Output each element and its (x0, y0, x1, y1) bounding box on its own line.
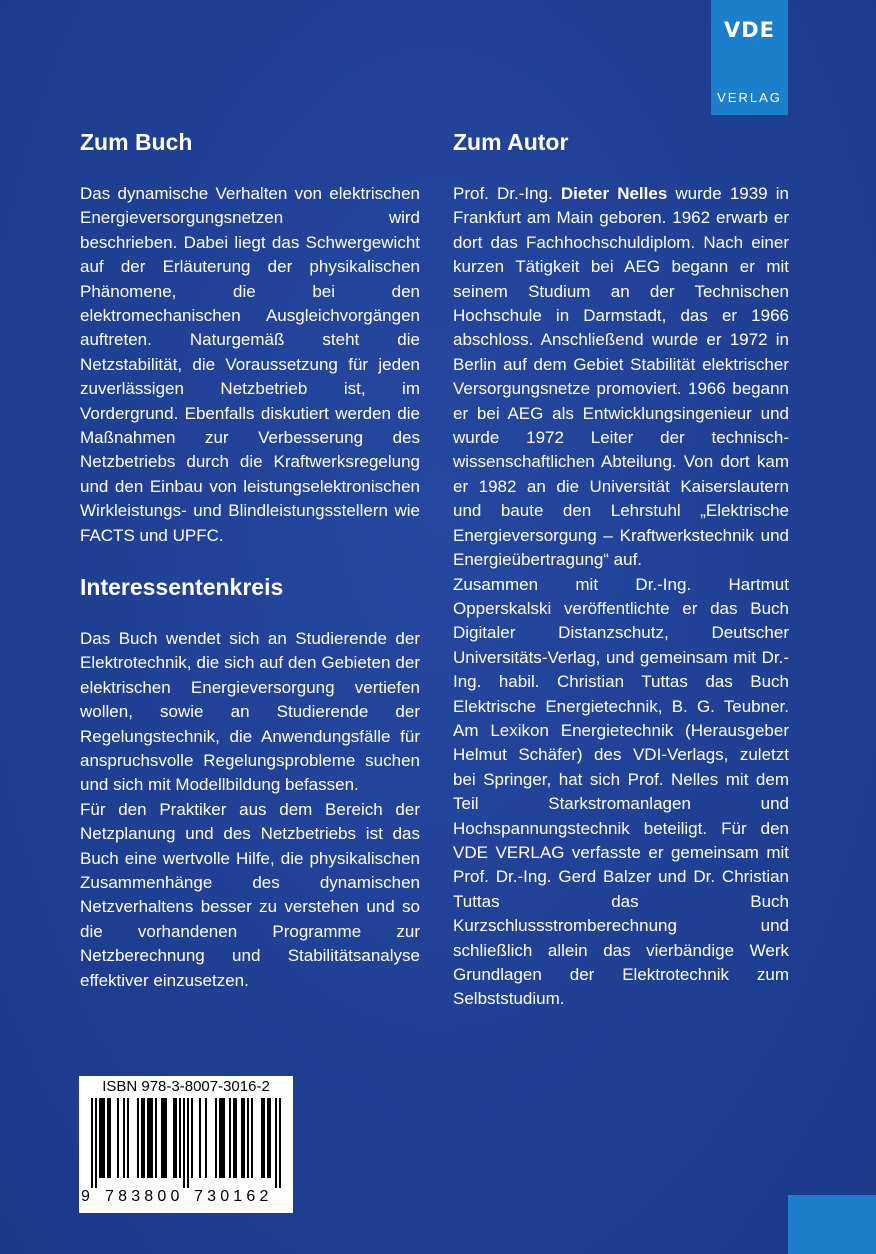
barcode-bar (103, 1098, 105, 1178)
barcode-bar (235, 1098, 237, 1178)
audience-heading: Interessentenkreis (80, 574, 284, 600)
audience-text-1: Das Buch wendet sich an Studierende der Elektrotechnik, die sich auf den Gebieten der elektrischen Energieversorgung vertiefen wollen, sowie an Studierende der Regelungstechnik, die Anwendungsfälle für anspruchsvolle Regelungsprobleme suchen und sich mit Modellbildung befassen. (80, 629, 420, 795)
audience-description (80, 627, 420, 993)
barcode-bar (163, 1098, 165, 1178)
barcode-bar (137, 1098, 139, 1178)
barcode-bar (149, 1098, 151, 1178)
barcode-bar (191, 1098, 193, 1178)
barcode-bar (263, 1098, 265, 1178)
barcode-bar (141, 1098, 143, 1178)
barcode-bar (243, 1098, 245, 1178)
barcode-bars (89, 1098, 283, 1194)
barcode-bar (267, 1098, 269, 1178)
barcode-bar (127, 1098, 129, 1178)
barcode-bar (261, 1098, 263, 1178)
barcode-bar (199, 1098, 201, 1178)
barcode-bar (269, 1098, 271, 1178)
barcode-bar (161, 1098, 163, 1178)
barcode-bar (221, 1098, 223, 1178)
publisher-logo (711, 0, 788, 115)
audience-text-2: Für den Praktiker aus dem Bereich der Netzplanung und des Netzbetriebs ist das Buch eine wertvolle Hilfe, die physikalischen Zusammenhänge des dynamischen Netzverhaltens besser zu verstehen und so die vorhandenen Programme zur Netzberechnung und Stabilitätsanalyse effektiver einzusetzen. (80, 799, 420, 990)
barcode-bar (183, 1098, 185, 1188)
barcode-bar (109, 1098, 111, 1178)
barcode-bar (175, 1098, 177, 1178)
book-heading: Zum Buch (80, 129, 193, 155)
barcode-bar (229, 1098, 231, 1178)
author-title-prefix: Prof. Dr.-Ing. (453, 184, 553, 203)
barcode-bar (155, 1098, 157, 1178)
logo-verlag-text: VERLAG (717, 90, 782, 105)
author-bio-paragraph-1 (453, 182, 789, 573)
ean-right-group: 730162 (194, 1188, 273, 1205)
barcode-bar (91, 1098, 93, 1188)
book-description (80, 182, 420, 548)
barcode-bar (95, 1098, 97, 1188)
barcode-bar (275, 1098, 277, 1188)
author-bio (453, 182, 789, 1012)
author-bio-text-1: wurde 1939 in Frankfurt am Main geboren. 1962 erwarb er dort das Fachhochschuldiplom. Nach einer kurzen Tätigkeit bei AEG begann er mit seinem Studium an der Technischen Hochschule in Darmstadt, das er 1966 abschloss. Anschließend wurde er 1972 in Berlin auf dem Gebiet Stabilität elektrischer Versorgungsnetze promoviert. 1966 begann er bei AEG als Entwicklungsingenieur und wurde 1972 Leiter der technisch-wissenschaftlichen Abteilung. Von dort kam er 1982 an die Universität Kaiserslautern und baute den Lehrstuhl „Elektrische Energieversorgung – Kraftwerkstechnik und Energieübertragung“ auf. (453, 184, 789, 570)
ean-first-digit: 9 (81, 1188, 90, 1205)
barcode-bar (151, 1098, 153, 1178)
isbn-barcode (79, 1076, 293, 1213)
barcode-bar (223, 1098, 225, 1178)
barcode-bar (215, 1098, 217, 1178)
barcode-bar (117, 1098, 119, 1178)
barcode-bar (107, 1098, 109, 1178)
barcode-bar (101, 1098, 103, 1178)
book-description-text: Das dynamische Verhalten von elektrischen Energieversorgungsnetzen wird beschrieben. Dabei liegt das Schwergewicht auf der Erläuterung der physikalischen Phänomene, die bei den elektromechanischen Ausgleichvorgängen auftreten. Naturgemäß steht die Netzstabilität, die Voraussetzung für jeden zuverlässigen Netzbetrieb ist, im Vordergrund. Ebenfalls diskutiert werden die Maßnahmen zur Verbesserung des Netzbetriebs durch die Kraftwerksregelung und den Einbau von leistungselektronischen Wirkleistungs- und Blindleistungsstellern wie FACTS und UPFC. (80, 184, 420, 545)
barcode-bar (165, 1098, 167, 1178)
corner-accent (788, 1195, 876, 1254)
barcode-bar (241, 1098, 243, 1178)
barcode-bar (179, 1098, 181, 1178)
barcode-bar (173, 1098, 175, 1178)
author-bio-text-2: Zusammen mit Dr.-Ing. Hartmut Opperskalski veröffentlichte er das Buch Digitaler Distanzschutz, Deutscher Universitäts-Verlag, und gemeinsam mit Dr.-Ing. habil. Christian Tuttas das Buch Elektrische Energietechnik, B. G. Teubner. Am Lexikon Energietechnik (Herausgeber Helmut Schäfer) des VDI-Verlags, zuletzt bei Springer, hat sich Prof. Nelles mit dem Teil Starkstromanlagen und Hochspannungstechnik beteiligt. Für den VDE VERLAG verfasste er gemeinsam mit Prof. Dr.-Ing. Gerd Balzer und Dr. Christian Tuttas das Buch Kurzschlussstromberechnung und schließlich allein das vierbändige Werk Grundlagen der Elektrotechnik zum Selbststudium. (453, 574, 789, 1009)
barcode-bar (147, 1098, 149, 1178)
barcode-bar (187, 1098, 189, 1188)
logo-vde-text: VDE (723, 18, 776, 42)
barcode-bar (205, 1098, 207, 1178)
barcode-bar (233, 1098, 235, 1178)
barcode-bar (251, 1098, 253, 1178)
author-name: Dieter Nelles (560, 184, 668, 203)
author-heading: Zum Autor (453, 129, 569, 155)
barcode-bar (279, 1098, 281, 1188)
barcode-bar (99, 1098, 101, 1178)
barcode-bar (123, 1098, 125, 1178)
isbn-label: ISBN 978-3-8007-3016-2 (102, 1078, 270, 1095)
barcode-bar (219, 1098, 221, 1178)
barcode-bar (247, 1098, 249, 1178)
ean-left-group: 783800 (105, 1188, 184, 1205)
barcode-bar (143, 1098, 145, 1178)
